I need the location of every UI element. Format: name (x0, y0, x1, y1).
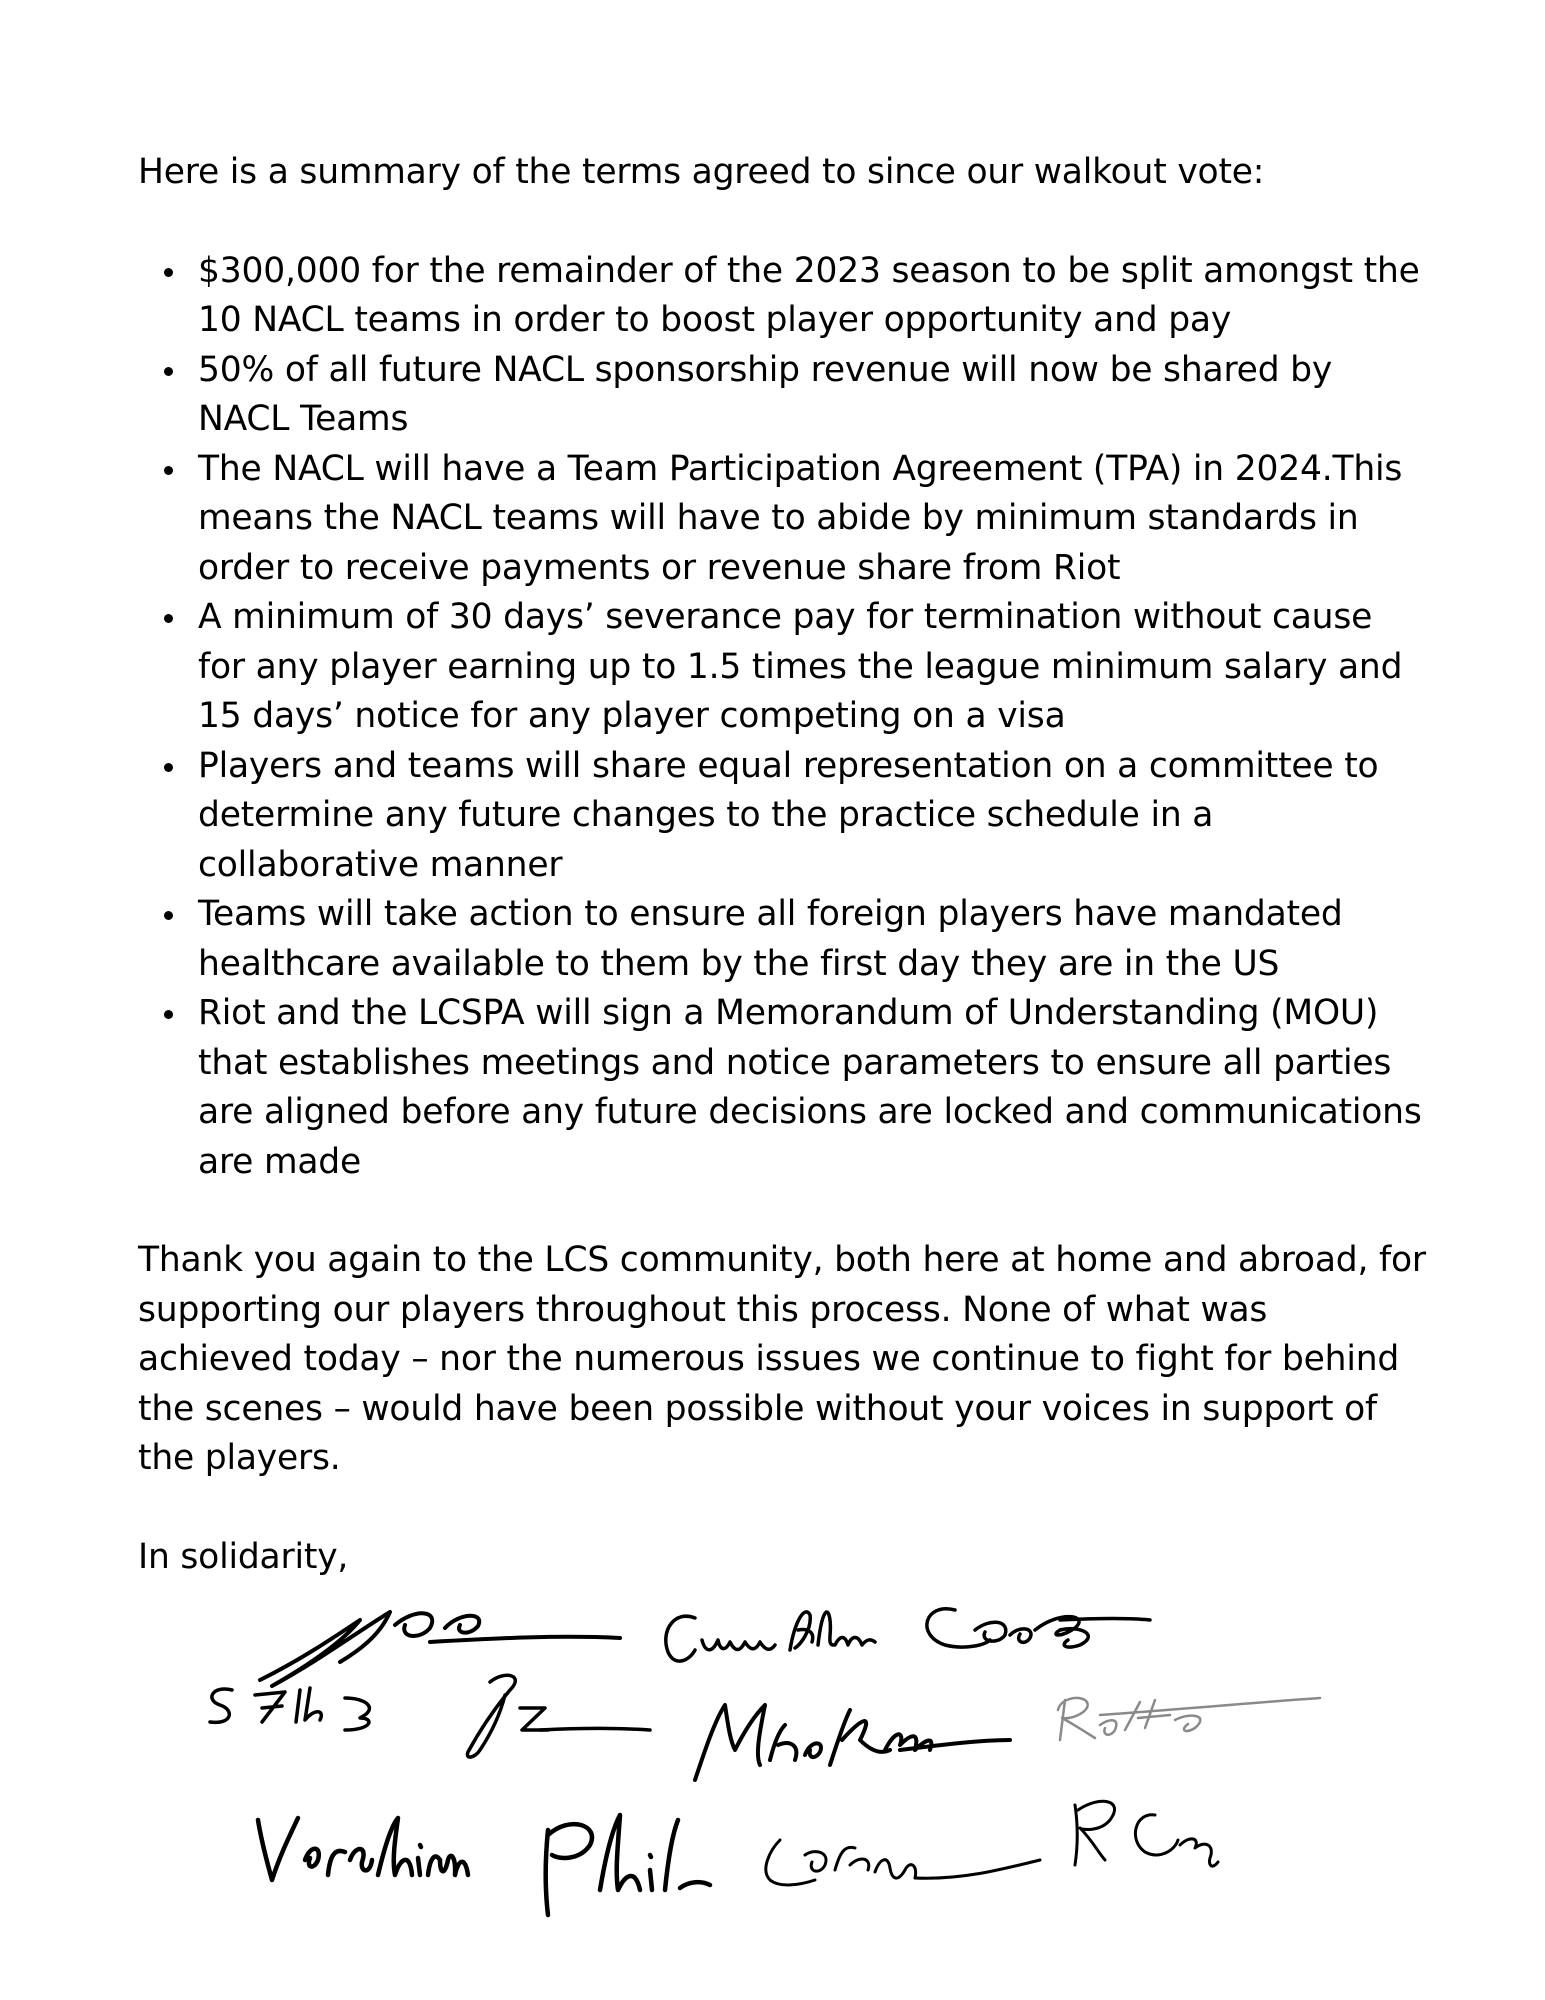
signature-block (0, 1590, 1545, 1940)
signature-3 (927, 1609, 1150, 1647)
bullet-icon (164, 466, 173, 475)
signature-5 (467, 1675, 650, 1757)
closing-line: In solidarity, (138, 1536, 349, 1577)
signature-11 (1075, 1801, 1218, 1866)
term-text: Teams will take action to ensure all foreign players have mandated healthcare available to them by the first day they are in the US (198, 894, 1343, 984)
signature-1 (260, 1612, 620, 1686)
term-item (138, 445, 1428, 594)
term-item (138, 890, 1428, 989)
bullet-icon (164, 911, 173, 920)
bullet-icon (164, 367, 173, 376)
signature-10 (766, 1840, 1040, 1885)
bullet-icon (164, 268, 173, 277)
signature-2 (666, 1612, 875, 1661)
bullet-icon (164, 1010, 173, 1019)
term-text: 50% of all future NACL sponsorship revenue will now be shared by NACL Teams (198, 349, 1333, 439)
intro-paragraph: Here is a summary of the terms agreed to since our walkout vote: (138, 152, 1265, 192)
term-item (138, 247, 1428, 346)
thanks-paragraph: Thank you again to the LCS community, both here at home and abroad, for supporting our players throughout this process. None of what was achieved today – nor the numerous issues we continue to fight for behind the scenes – would have been possible without your voices in support of the players. (138, 1240, 1426, 1478)
signature-4 (210, 1688, 369, 1730)
term-text: The NACL will have a Team Participation Agreement (TPA) in 2024.This means the NACL teams will have to abide by minimum standards in order to receive payments or revenue share from Riot (198, 448, 1403, 588)
terms-list (138, 247, 1428, 1188)
term-item (138, 346, 1428, 445)
bullet-icon (164, 763, 173, 772)
signatures-svg (0, 1590, 1545, 1940)
bullet-icon (164, 614, 173, 623)
term-text: Players and teams will share equal representation on a committee to determine any future changes to the practice schedule in a collaborative manner (198, 745, 1379, 885)
term-text: Riot and the LCSPA will sign a Memorandum of Understanding (MOU) that establishes meetings and notice parameters to ensure all parties are aligned before any future decisions are locked and communications are made (198, 993, 1422, 1182)
signature-9 (546, 1815, 710, 1915)
signature-8 (258, 1818, 468, 1880)
signature-6 (695, 1705, 1010, 1780)
term-text: $300,000 for the remainder of the 2023 season to be split amongst the 10 NACL teams in order to boost player opportunity and pay (198, 250, 1420, 340)
letter-body (138, 148, 1428, 1582)
term-item (138, 742, 1428, 891)
term-item (138, 593, 1428, 742)
term-text: A minimum of 30 days’ severance pay for termination without cause for any player earning up to 1.5 times the league minimum salary and 15 days’ notice for any player competing on a visa (198, 597, 1403, 736)
signature-7 (1058, 1698, 1320, 1740)
term-item (138, 989, 1428, 1187)
